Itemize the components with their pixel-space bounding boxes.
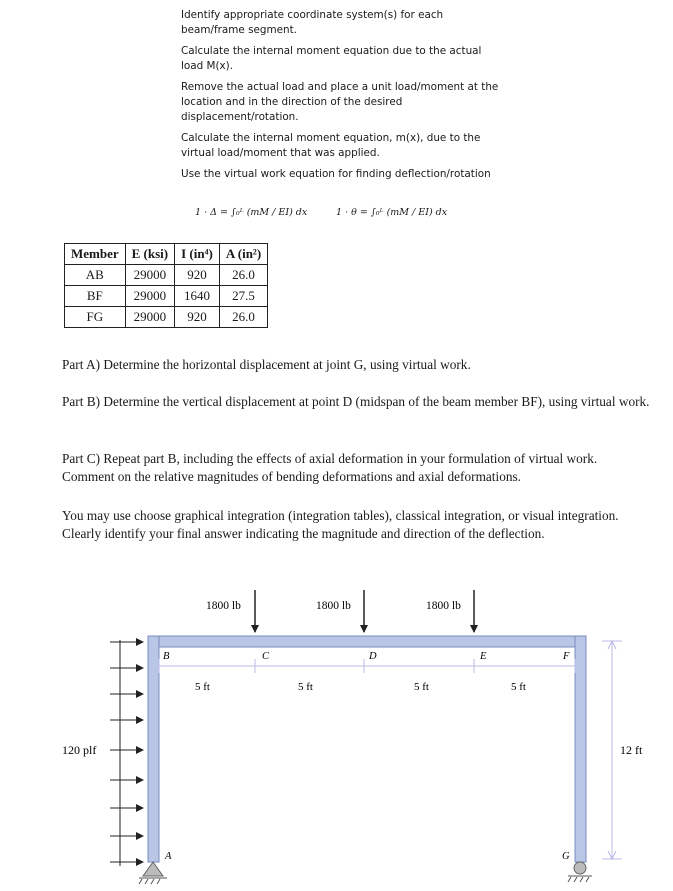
table-cell: AB: [65, 265, 126, 286]
header-a: A (in²): [219, 244, 267, 265]
table-cell: 29000: [125, 286, 174, 307]
deflection-equation: 1 · Δ = ∫₀ᴸ (mM / EI) dx: [195, 207, 308, 218]
step-4: Calculate the internal moment equation, m(x), due to the virtual load/moment that was applied.: [181, 132, 481, 159]
table-cell: FG: [65, 307, 126, 328]
roller-support-g: [568, 862, 592, 882]
header-member: Member: [65, 244, 126, 265]
table-cell: 920: [175, 307, 220, 328]
header-i: I (in⁴): [175, 244, 220, 265]
span-label: 5 ft: [414, 681, 429, 693]
table-cell: 1640: [175, 286, 220, 307]
height-label: 12 ft: [620, 743, 643, 757]
step-2: Calculate the internal moment equation due to the actual load M(x).: [181, 45, 482, 72]
span-label: 5 ft: [511, 681, 526, 693]
pin-support-a: [139, 862, 167, 884]
distributed-load-arrows: [110, 640, 143, 866]
point-load-c: [206, 590, 255, 632]
table-cell: 29000: [125, 265, 174, 286]
column-fg: [575, 636, 586, 862]
table-cell: 27.5: [219, 286, 267, 307]
joint-label-c: C: [262, 651, 270, 662]
part-b-text: Part B) Determine the vertical displacement at point D (midspan of the beam member BF), using virtual work.: [62, 394, 650, 409]
joint-label-g: G: [562, 851, 570, 862]
distributed-load-label: 120 plf: [62, 743, 97, 757]
column-ab: [148, 636, 159, 862]
step-3: Remove the actual load and place a unit load/moment at the location and in the direction of the desired displacement/rotation.: [181, 81, 499, 123]
note-text: You may use choose graphical integration (integration tables), classical integration, or visual integration. Clearly identify your final answer indicating the magnitude and direction of the deflection.: [62, 508, 619, 541]
header-e: E (ksi): [125, 244, 174, 265]
span-label: 5 ft: [195, 681, 210, 693]
rotation-equation: 1 · θ = ∫₀ᴸ (mM / EI) dx: [336, 207, 448, 218]
span-label: 5 ft: [298, 681, 313, 693]
table-cell: 920: [175, 265, 220, 286]
joint-label-d: D: [369, 651, 377, 662]
point-load-label: 1800 lb: [426, 600, 461, 612]
joint-label-b: B: [163, 651, 170, 662]
point-load-e: [426, 590, 474, 632]
point-load-d: [316, 590, 364, 632]
table-cell: BF: [65, 286, 126, 307]
point-load-label: 1800 lb: [206, 600, 241, 612]
table-cell: 29000: [125, 307, 174, 328]
table-cell: 26.0: [219, 265, 267, 286]
joint-label-a: A: [165, 851, 172, 862]
table-cell: 26.0: [219, 307, 267, 328]
span-dimension-line: [159, 659, 575, 673]
part-a-text: Part A) Determine the horizontal displacement at joint G, using virtual work.: [62, 357, 471, 372]
part-c-text: Part C) Repeat part B, including the effects of axial deformation in your formulation of virtual work. Comment on the relative magnitudes of bending deformations and axial deformations.: [62, 451, 598, 484]
point-load-label: 1800 lb: [316, 600, 351, 612]
step-5: Use the virtual work equation for finding deflection/rotation: [181, 168, 491, 180]
beam-bf: [148, 636, 586, 647]
joint-label-e: E: [480, 651, 487, 662]
joint-label-f: F: [563, 651, 570, 662]
height-dimension-line: [602, 641, 622, 859]
step-1: Identify appropriate coordinate system(s) for each beam/frame segment.: [181, 9, 444, 36]
